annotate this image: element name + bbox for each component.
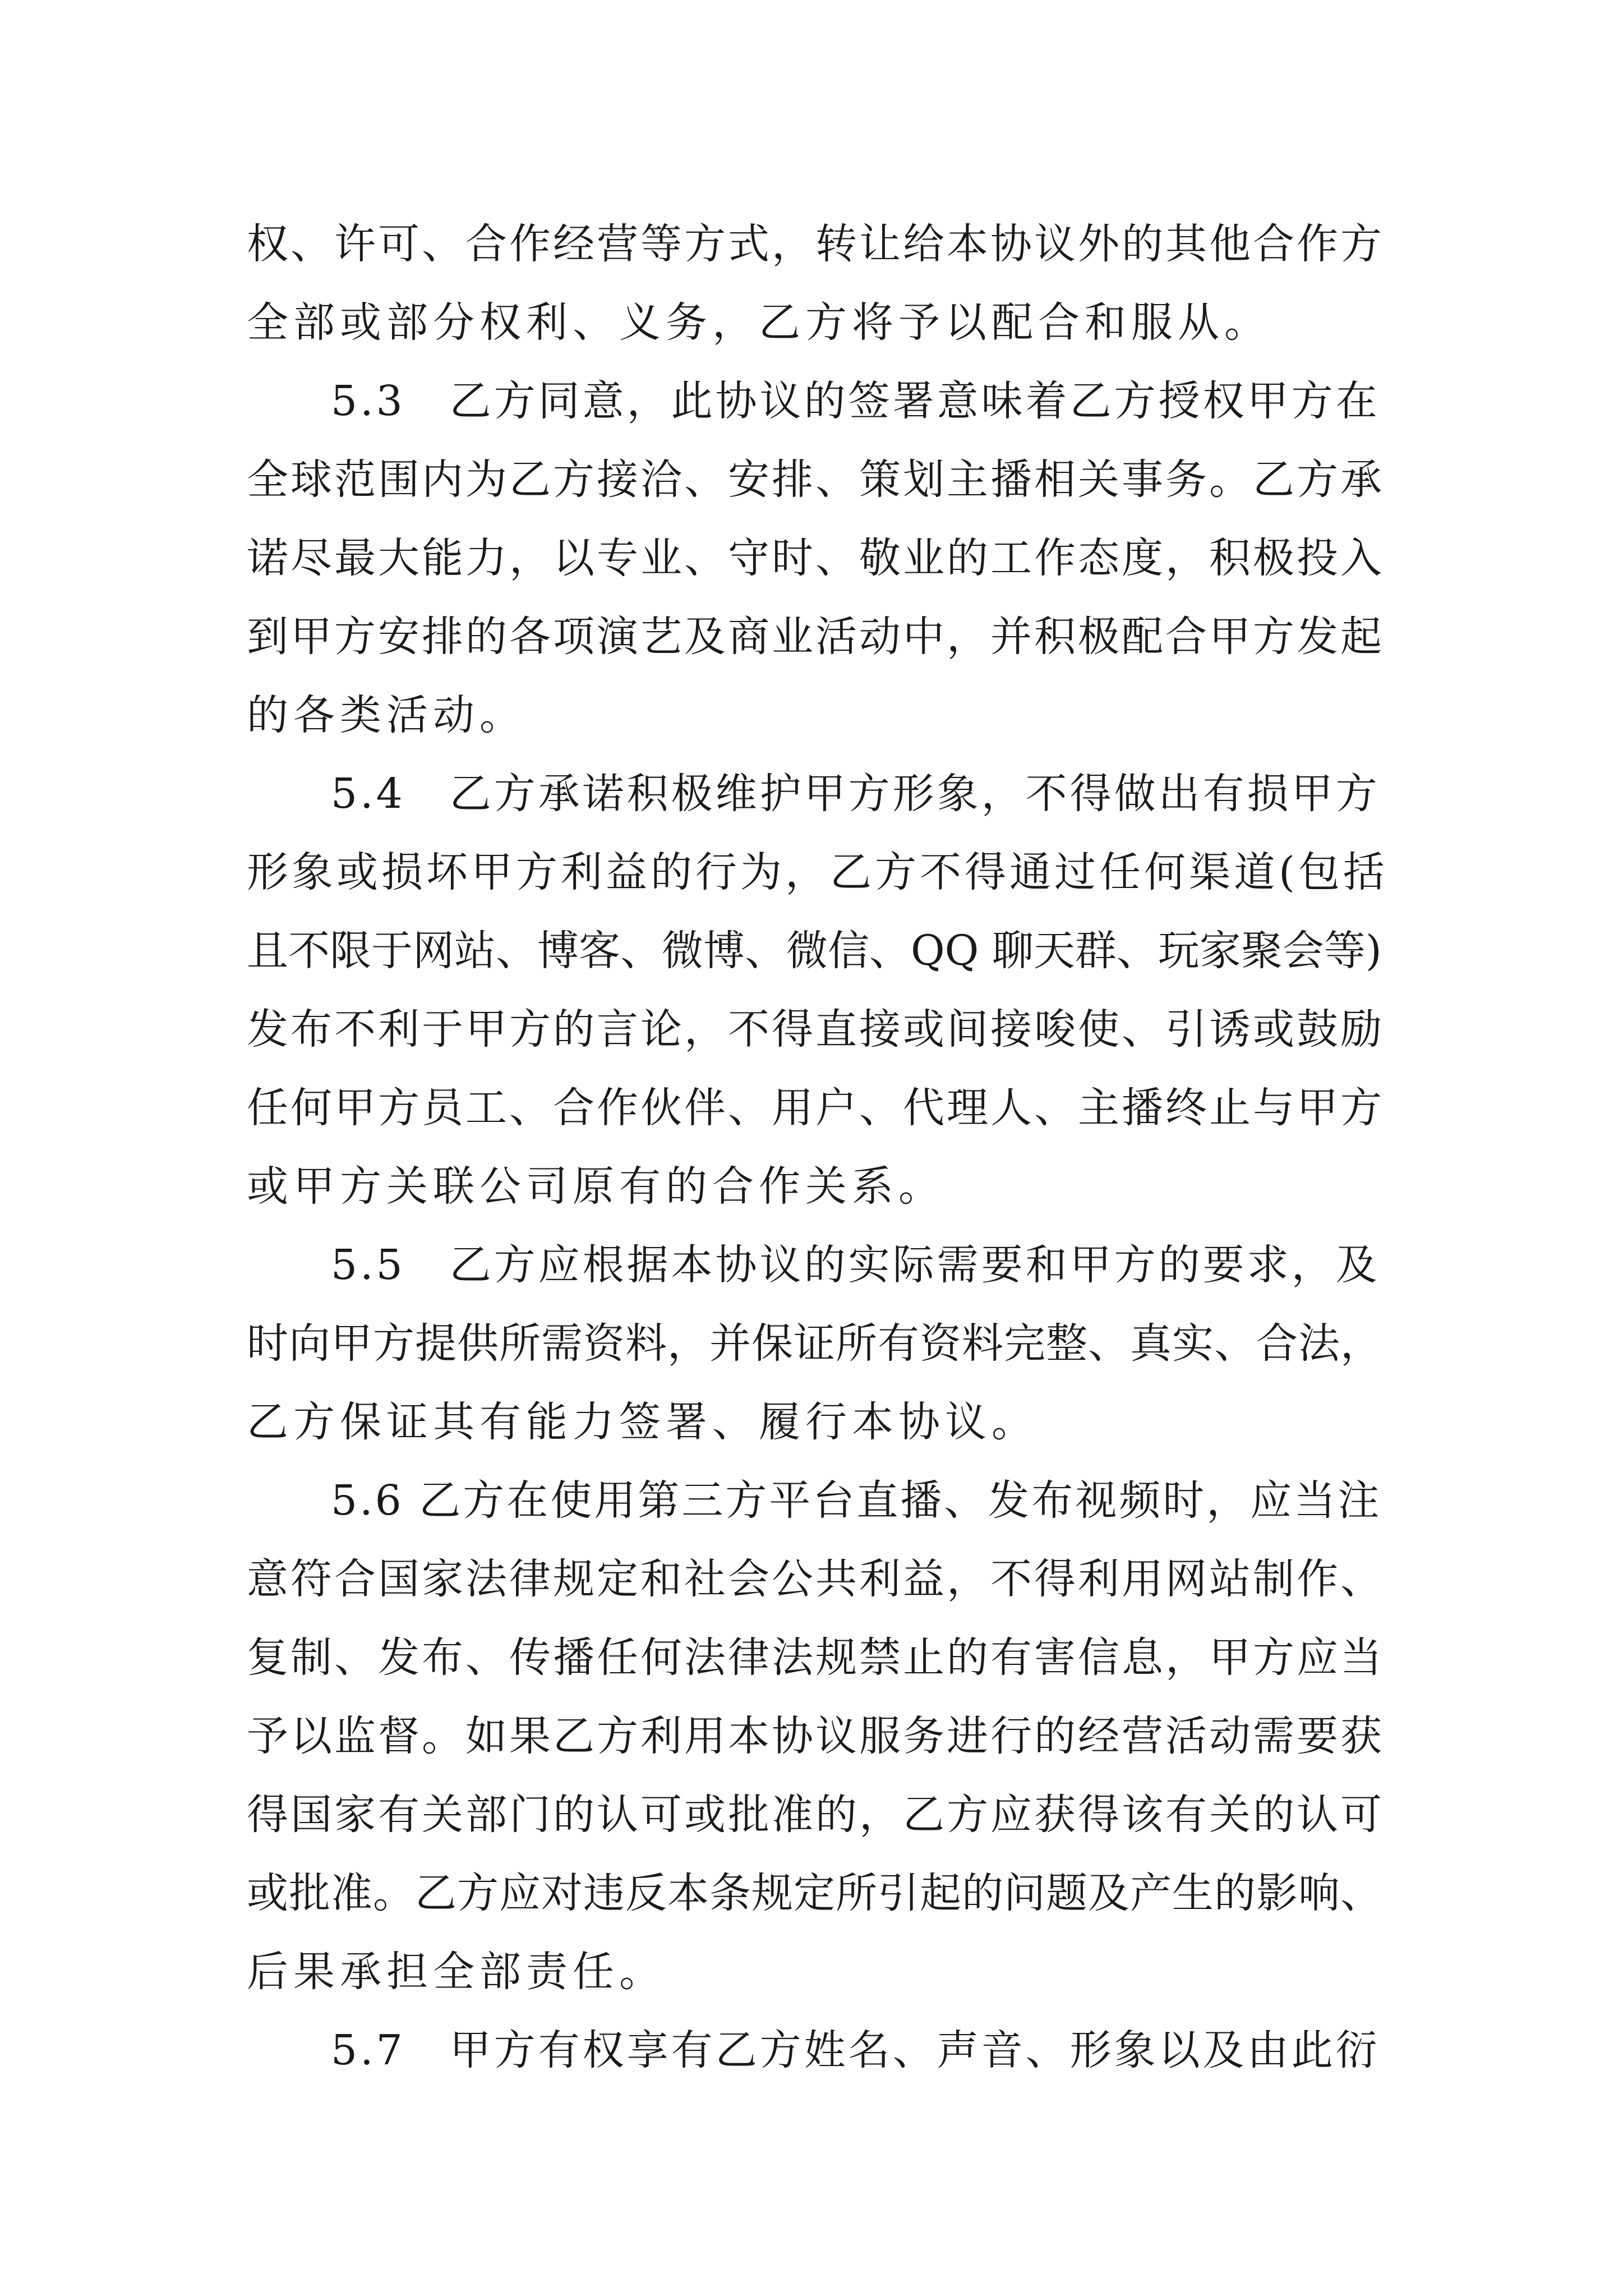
text-line: 任何甲方员工、合作伙伴、用户、代理人、主播终止与甲方 [247, 1084, 1384, 1132]
text-line: 意符合国家法律规定和社会公共利益，不得利用网站制作、 [247, 1555, 1384, 1603]
text-line: 乙方保证其有能力签署、履行本协议。 [247, 1398, 1038, 1446]
text-line: 或甲方关联公司原有的合作关系。 [247, 1162, 945, 1211]
text-line: 予以监督。如果乙方利用本协议服务进行的经营活动需要获 [247, 1712, 1384, 1760]
text-line: 复制、发布、传播任何法律法规禁止的有害信息，甲方应当 [247, 1634, 1384, 1682]
text-line: 发布不利于甲方的言论，不得直接或间接唆使、引诱或鼓励 [247, 1005, 1384, 1053]
text-line: 全球范围内为乙方接洽、安排、策划主播相关事务。乙方承 [247, 455, 1384, 504]
clause-5-5-line: 5.5 乙方应根据本协议的实际需要和甲方的要求，及 [331, 1241, 1380, 1289]
text-line: 形象或损坏甲方利益的行为，乙方不得通过任何渠道(包括 [247, 848, 1388, 896]
text-line: 或批准。乙方应对违反本条规定所引起的问题及产生的影响、 [247, 1869, 1382, 1917]
text-line: 诺尽最大能力，以专业、守时、敬业的工作态度，积极投入 [247, 534, 1384, 582]
text-line: 后果承担全部责任。 [247, 1948, 666, 1996]
clause-5-6-line: 5.6 乙方在使用第三方平台直播、发布视频时，应当注 [331, 1476, 1382, 1525]
text-line: 时向甲方提供所需资料，并保证所有资料完整、真实、合法， [247, 1319, 1382, 1368]
text-line: 全部或部分权利、义务，乙方将予以配合和服从。 [247, 298, 1271, 347]
text-line: 得国家有关部门的认可或批准的，乙方应获得该有关的认可 [247, 1791, 1384, 1839]
clause-5-3-line: 5.3 乙方同意，此协议的签署意味着乙方授权甲方在 [331, 377, 1380, 425]
text-line: 的各类活动。 [247, 691, 526, 739]
clause-5-4-line: 5.4 乙方承诺积极维护甲方形象，不得做出有损甲方 [331, 770, 1380, 818]
text-line: 权、许可、合作经营等方式，转让给本协议外的其他合作方 [247, 220, 1384, 268]
clause-5-7-line: 5.7 甲方有权享有乙方姓名、声音、形象以及由此衍 [331, 2026, 1380, 2074]
text-line: 到甲方安排的各项演艺及商业活动中，并积极配合甲方发起 [247, 613, 1384, 661]
text-line: 且不限于网站、博客、微博、微信、QQ 聊天群、玩家聚会等) [247, 927, 1382, 975]
